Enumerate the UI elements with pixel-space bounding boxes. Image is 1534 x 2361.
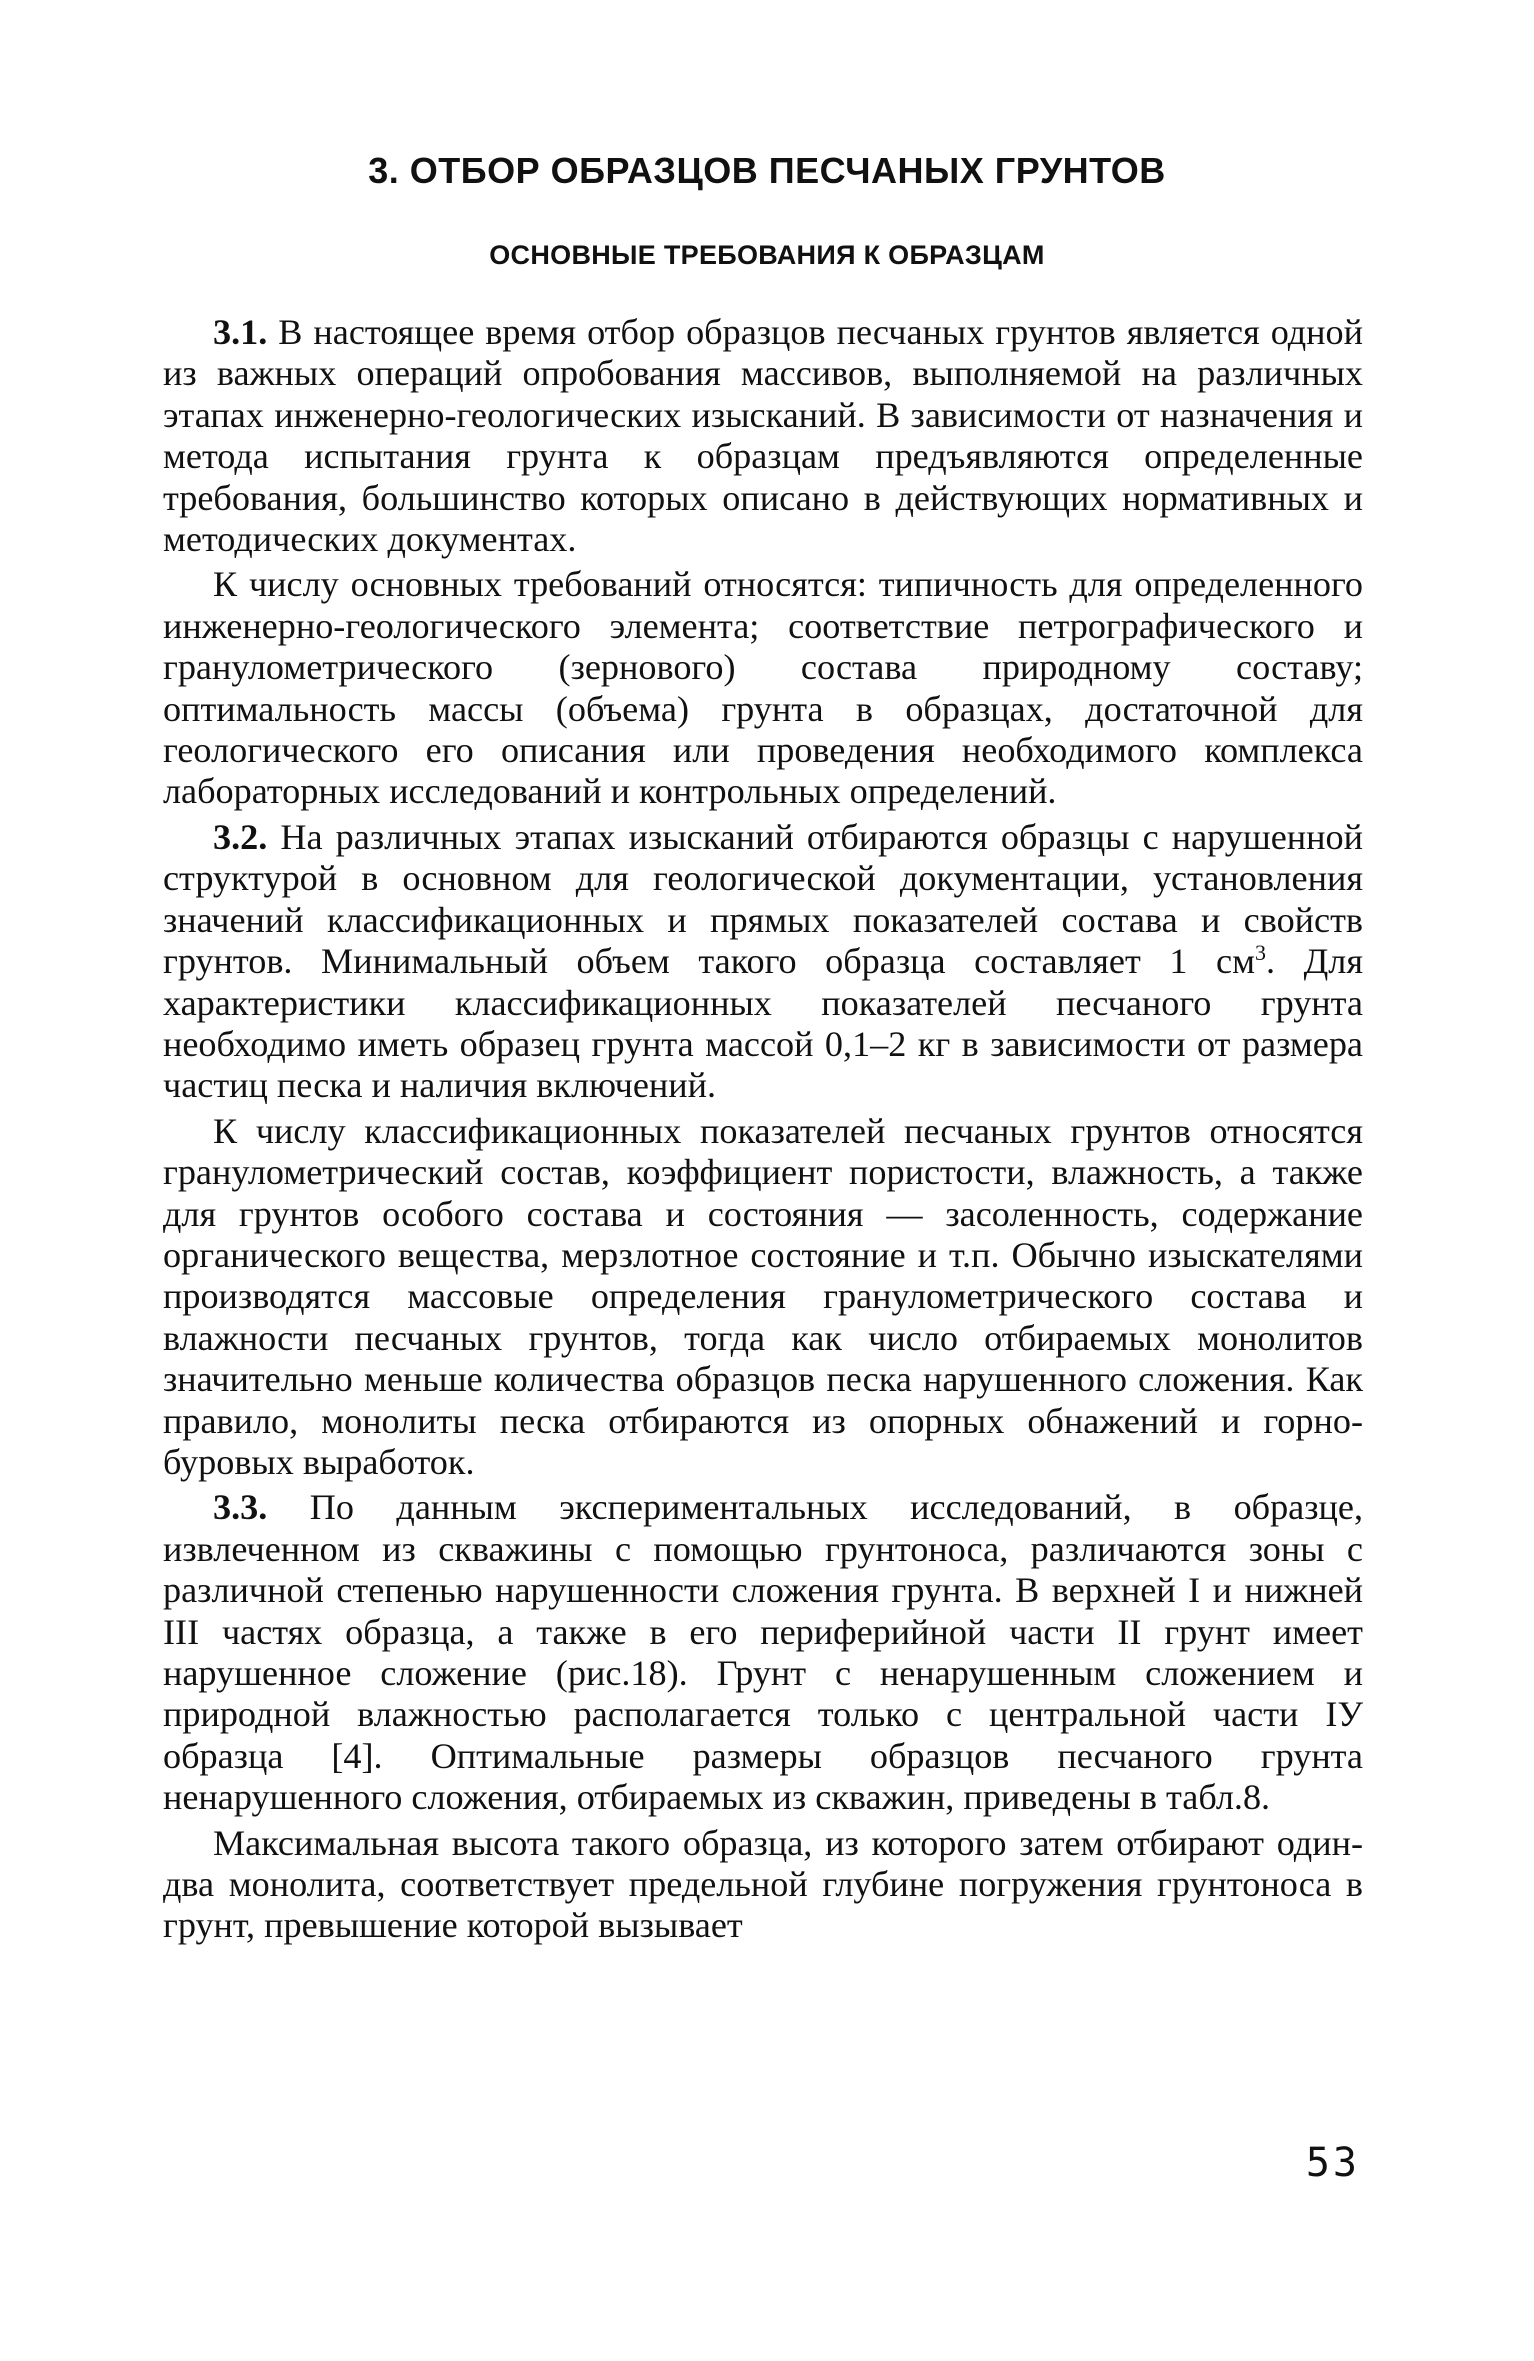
paragraph-text: Максимальная высота такого образца, из которого затем отбирают один-два монолита, соответствует предельной глубине погружения грунтоноса в грунт, превышение которой вызывает	[163, 1822, 1363, 1946]
page-number: 53	[1305, 2140, 1360, 2186]
paragraph-classification	[163, 1111, 1363, 1484]
chapter-title: 3. ОТБОР ОБРАЗЦОВ ПЕСЧАНЫХ ГРУНТОВ	[368, 150, 1166, 191]
paragraph-text: На различных этапах изысканий отбираются образцы с нарушенной структурой в основном для геологической документации, установления значений классификационных и прямых показателей состава и свойств грунтов. Минимальный объем такого образца составляет 1 см	[163, 816, 1363, 982]
paragraph-text: В настоящее время отбор образцов песчаных грунтов является одной из важных операций опробования массивов, выполняемой на различных этапах инженерно-геологических изысканий. В зависимости от назначения и метода испытания грунта к образцам предъявляются определенные требования, большинство которых описано в действующих нормативных и методических документах.	[163, 312, 1363, 560]
paragraph-3-1	[163, 312, 1363, 560]
section-title: ОСНОВНЫЕ ТРЕБОВАНИЯ К ОБРАЗЦАМ	[489, 240, 1045, 270]
paragraph-text: По данным экспериментальных исследований, в образце, извлеченном из скважины с помощью грунтоноса, различаются зоны с различной степенью нарушенности сложения грунта. В верхней I и нижней III частях образца, а также в его периферийной части II грунт имеет нарушенное сложение (рис.18). Грунт с ненарушенным сложением и природной влажностью располагается только с центральной части IУ образца [4]. Оптимальные размеры образцов песчаного грунта ненарушенного сложения, отбираемых из скважин, приведены в табл.8.	[163, 1487, 1364, 1818]
paragraph-requirements	[163, 564, 1363, 812]
paragraph-text: К числу основных требований относятся: типичность для определенного инженерно-геологического элемента; соответствие петрографического и гранулометрического (зернового) состава природному составу; оптимальность массы (объема) грунта в образцах, достаточной для геологического его описания или проведения необходимого комплекса лабораторных исследований и контрольных определений.	[163, 564, 1363, 812]
paragraph-3-2	[163, 817, 1363, 1107]
paragraph-3-3	[163, 1487, 1363, 1818]
superscript: 3	[1254, 940, 1266, 966]
paragraph-text-continued: . Для характеристики классификационных показателей песчаного грунта необходимо иметь образец грунта массой 0,1–2 кг в зависимости от размера частиц песка и наличия включений.	[163, 941, 1363, 1106]
paragraph-max-height	[163, 1823, 1363, 1947]
paragraph-number: 3.1.	[213, 312, 268, 352]
paragraph-text: К числу классификационных показателей песчаных грунтов относятся гранулометрический состав, коэффициент пористости, влажность, а также для грунтов особого состава и состояния — засоленность, содержание органического вещества, мерзлотное состояние и т.п. Обычно изыскателями производятся массовые определения гранулометрического состава и влажности песчаных грунтов, тогда как число отбираемых монолитов значительно меньше количества образцов песка нарушенного сложения. Как правило, монолиты песка отбираются из опорных обнажений и горно-буровых выработок.	[163, 1110, 1363, 1482]
paragraph-number: 3.3.	[213, 1487, 268, 1528]
paragraph-number: 3.2.	[213, 816, 268, 857]
body-text	[163, 312, 1363, 1951]
